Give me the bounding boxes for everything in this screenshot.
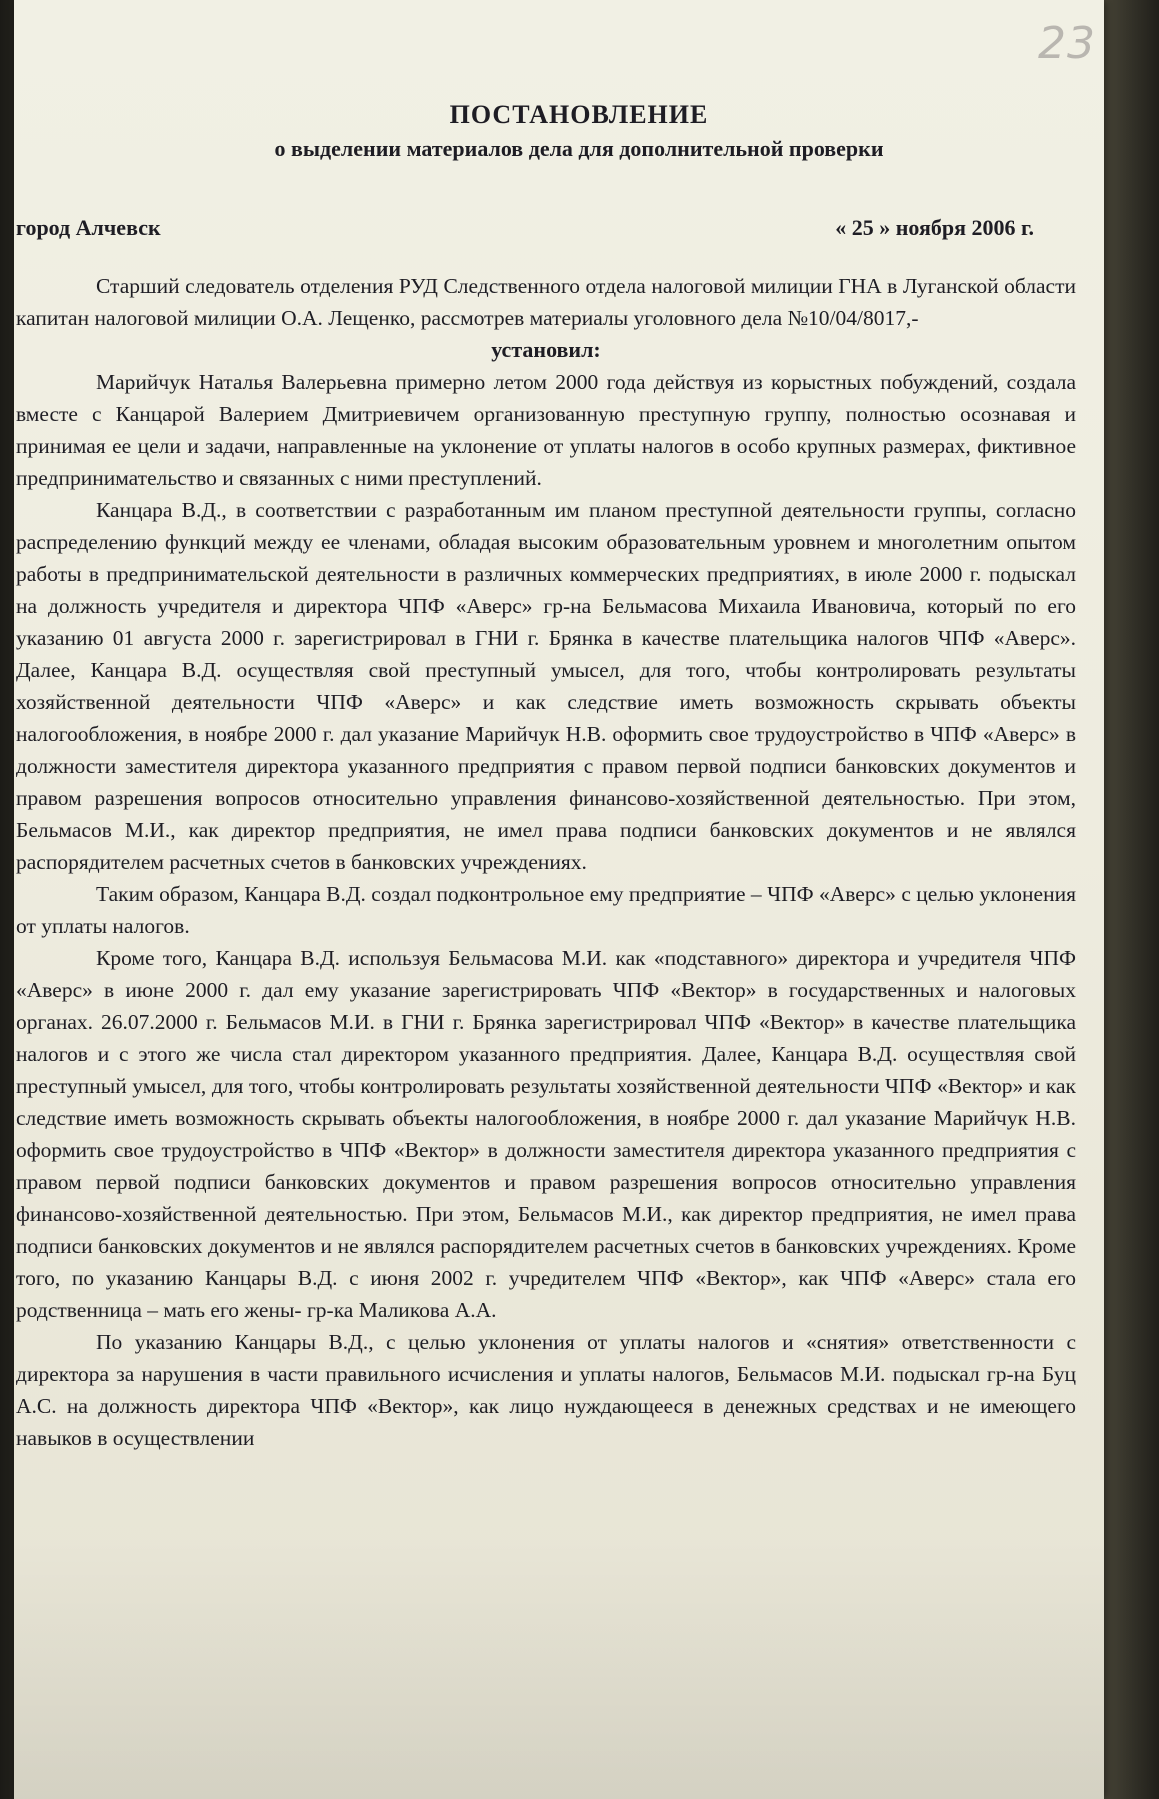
paragraph-1: Марийчук Наталья Валерьевна примерно летом 2000 года действуя из корыстных побуждений, создала вместе с Канцарой Валерием Дмитриевичем организованную преступную группу, полностью осознавая и принимая ее цели и задачи, направленные на уклонение от уплаты налогов в особо крупных размерах, фиктивное предпринимательство и связанных с ними преступлений. [16, 370, 1076, 490]
paragraph-4: Кроме того, Канцара В.Д. используя Бельмасова М.И. как «подставного» директора и учредителя ЧПФ «Аверс» в июне 2000 г. дал ему указание зарегистрировать ЧПФ «Вектор» в государственных и налоговых органах. 26.07.2000 г. Бельмасов М.И. в ГНИ г. Брянка зарегистрировал ЧПФ «Вектор» в качестве плательщика налогов и с этого же числа стал директором указанного предприятия. Далее, Канцара В.Д. осуществляя свой преступный умысел, для того, чтобы контролировать результаты хозяйственной деятельности ЧПФ «Вектор» и как следствие иметь возможность скрывать объекты налогообложения, в ноябре 2000 г. дал указание Марийчук Н.В. оформить свое трудоустройство в ЧПФ «Вектор» в должности заместителя директора указанного предприятия с правом первой подписи банковских документов и правом разрешения вопросов относительно управления финансово-хозяйственной деятельностью. При этом, Бельмасов М.И., как директор предприятия, не имел права подписи банковских документов и не являлся распорядителем расчетных счетов в банковских учреждениях. Кроме того, по указанию Канцары В.Д. с июня 2002 г. учредителем ЧПФ «Вектор», как ЧПФ «Аверс» стала его родственница – мать его жены- гр-ка Маликова А.А. [16, 946, 1076, 1322]
document-title: ПОСТАНОВЛЕНИЕ [449, 100, 709, 129]
document-header [14, 100, 1104, 162]
date: « 25 » ноября 2006 г. [835, 215, 1034, 240]
document-page [14, 0, 1104, 1799]
intro-paragraph: Старший следователь отделения РУД Следственного отдела налоговой милиции ГНА в Луганской области капитан налоговой милиции О.А. Лещенко, рассмотрев материалы уголовного дела №10/04/8017,- [16, 274, 1076, 330]
paragraph-3: Таким образом, Канцара В.Д. создал подконтрольное ему предприятие – ЧПФ «Аверс» с целью уклонения от уплаты налогов. [16, 882, 1076, 938]
background-right [1099, 0, 1159, 1799]
document-subtitle: о выделении материалов дела для дополнительной проверки [274, 136, 884, 161]
established-heading: установил: [491, 337, 601, 362]
page-number: 23 [1038, 18, 1096, 69]
place-date-line [16, 215, 1034, 241]
paragraph-2: Канцара В.Д., в соответствии с разработанным им планом преступной деятельности группы, согласно распределению функций между ее членами, обладая высоким образовательным уровнем и многолетним опытом работы в предпринимательской деятельности в различных коммерческих предприятиях, в июле 2000 г. подыскал на должность учредителя и директора ЧПФ «Аверс» гр-на Бельмасова Михаила Ивановича, который по его указанию 01 августа 2000 г. зарегистрировал в ГНИ г. Брянка в качестве плательщика налогов ЧПФ «Аверс». Далее, Канцара В.Д. осуществляя свой преступный умысел, для того, чтобы контролировать результаты хозяйственной деятельности ЧПФ «Аверс» и как следствие иметь возможность скрывать объекты налогообложения, в ноябре 2000 г. дал указание Марийчук Н.В. оформить свое трудоустройство в ЧПФ «Аверс» в должности заместителя директора указанного предприятия с правом первой подписи банковских документов и правом разрешения вопросов относительно управления финансово-хозяйственной деятельностью. При этом, Бельмасов М.И., как директор предприятия, не имел права подписи банковских документов и не являлся распорядителем расчетных счетов в банковских учреждениях. [16, 498, 1076, 874]
document-body [16, 270, 1076, 1454]
place: город Алчевск [16, 215, 161, 240]
paragraph-5: По указанию Канцары В.Д., с целью уклонения от уплаты налогов и «снятия» ответственности с директора за нарушения в части правильного исчисления и уплаты налогов, Бельмасов М.И. подыскал гр-на Буц А.С. на должность директора ЧПФ «Вектор», как лицо нуждающееся в денежных средствах и не имеющего навыков в осуществлении [16, 1330, 1076, 1450]
